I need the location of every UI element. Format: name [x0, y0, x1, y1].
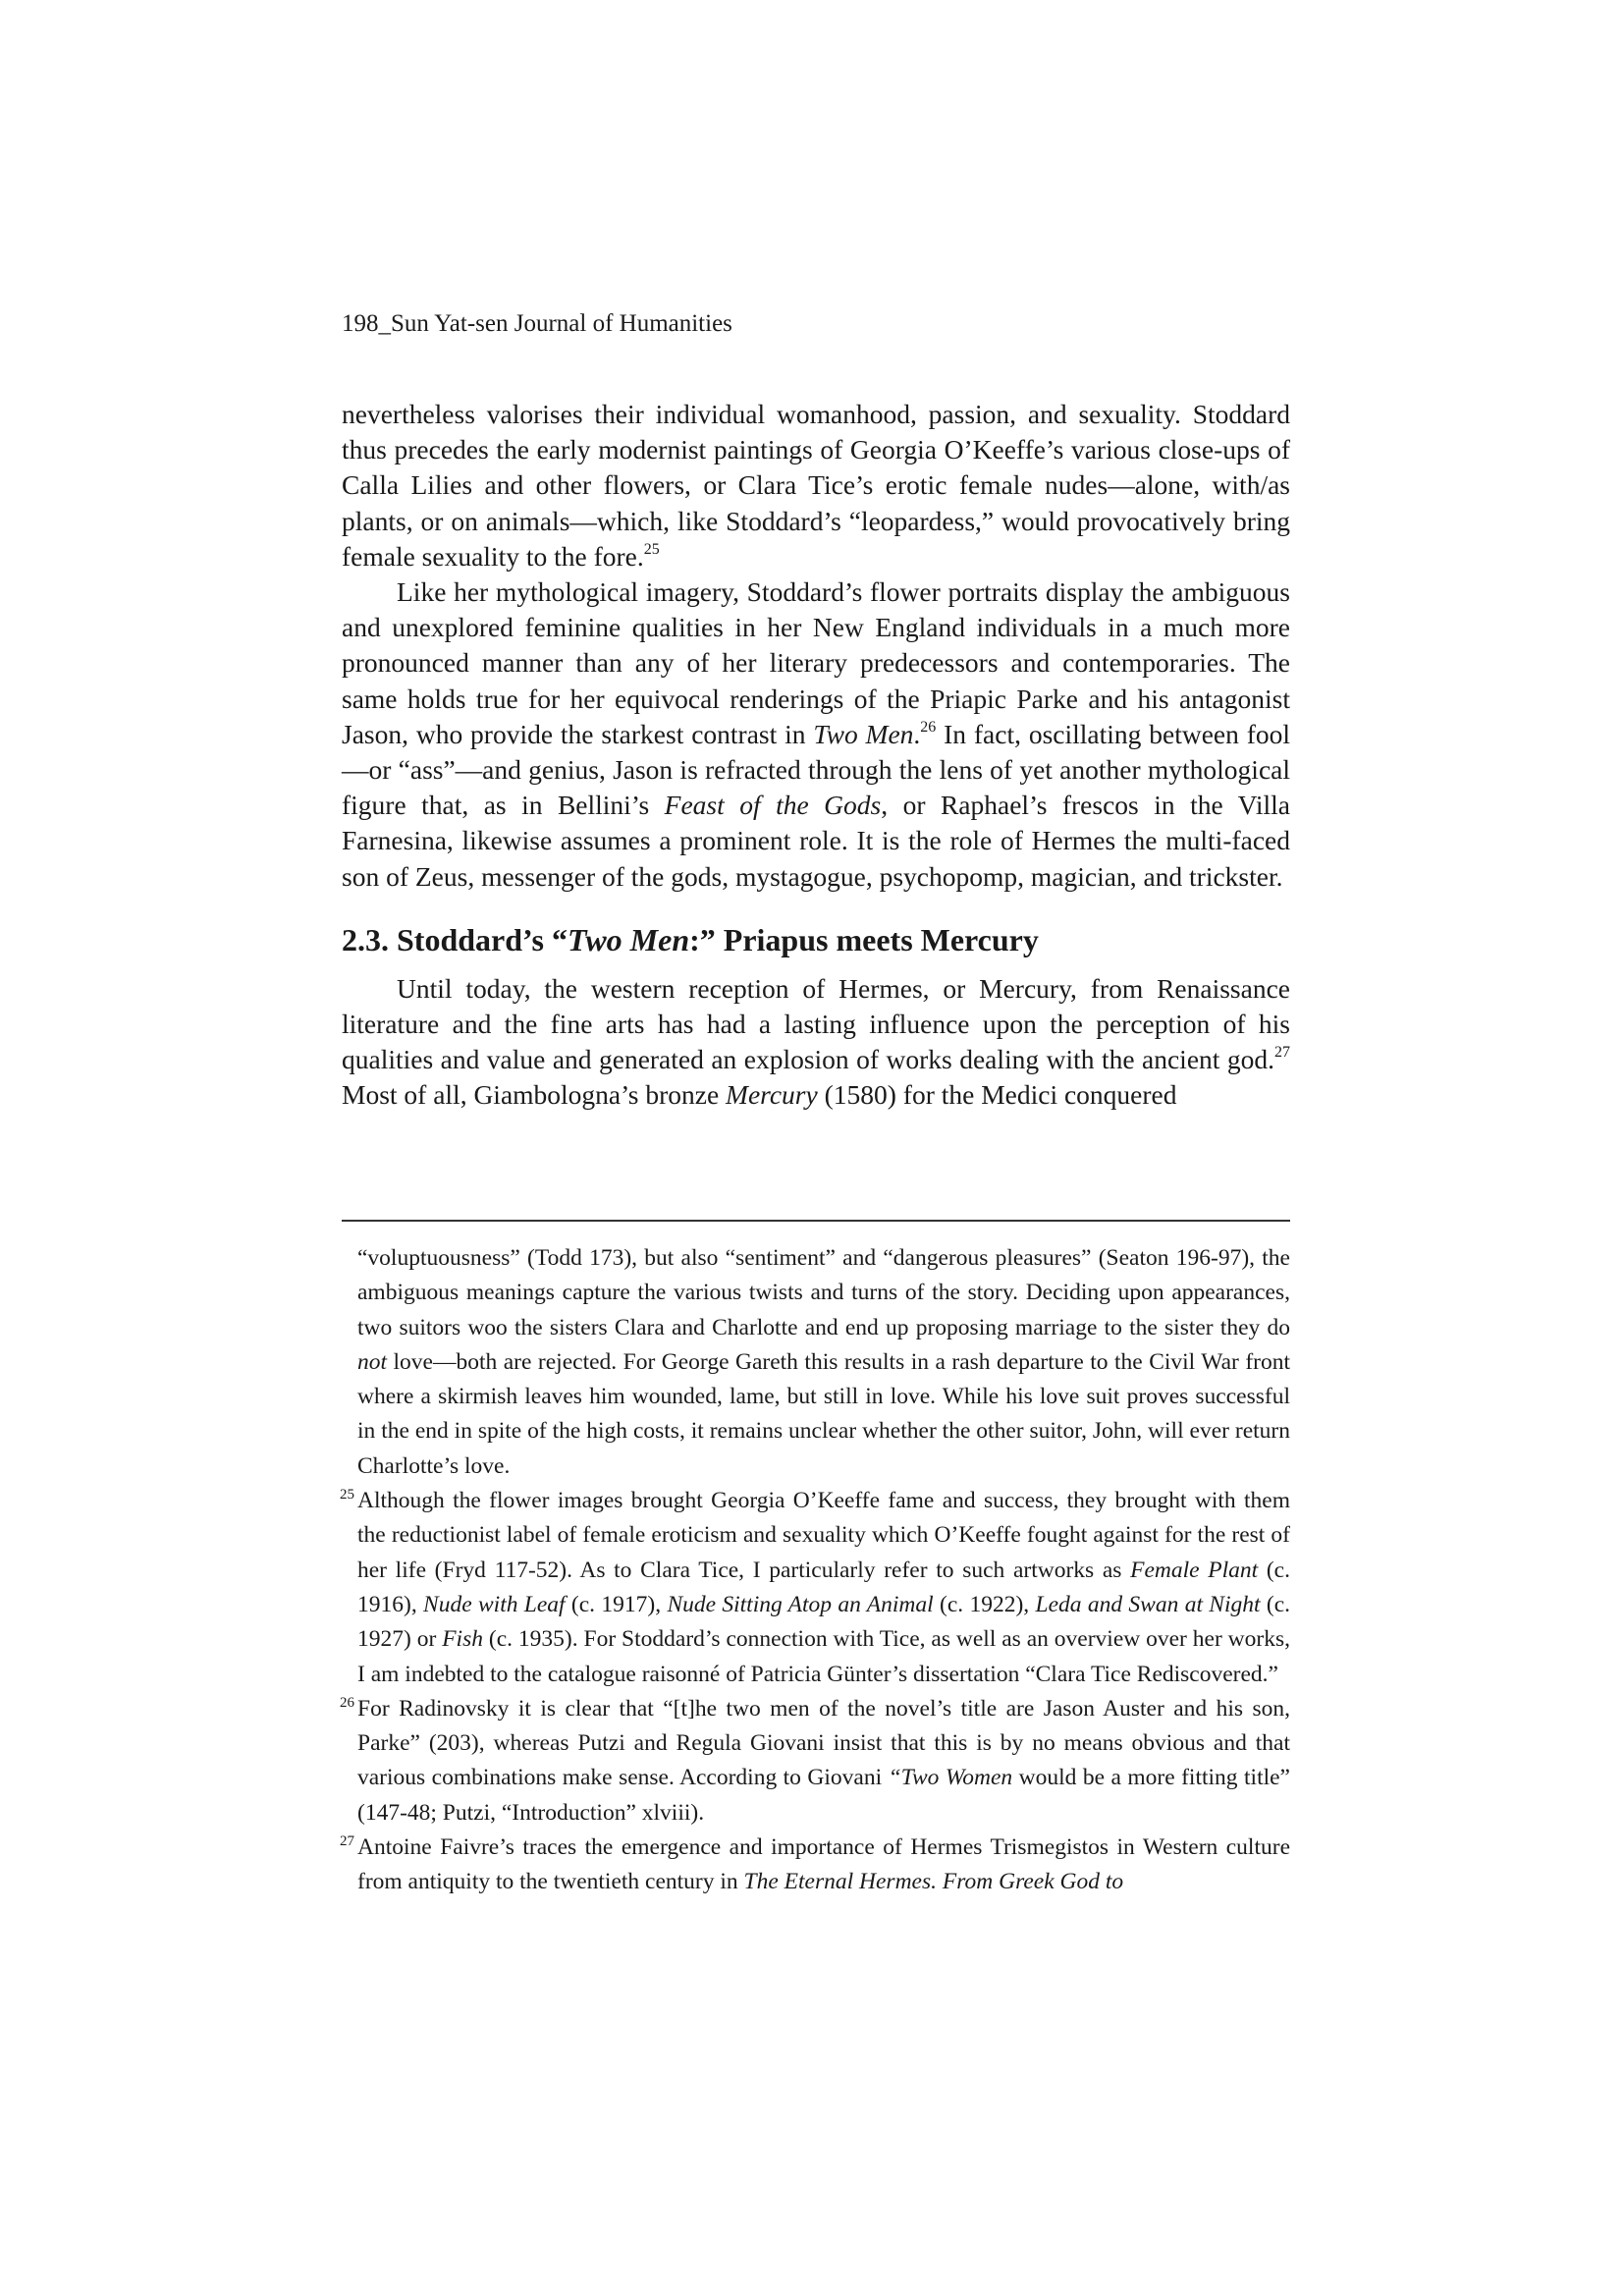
footnote-25: 25 Although the flower images brought Georgia O’Keeffe fame and success, they brought with them the reductionist label of female eroticism and sexuality which O’Keeffe fought against for the rest of her life (Fryd 117-52). As to Clara Tice, I particularly refer to such artworks as Female Plant (c. 1916), Nude with Leaf (c. 1917), Nude Sitting Atop an Animal (c. 1922), Leda and Swan at Night (c. 1927) or Fish (c. 1935). For Stoddard’s connection with Tice, as well as an overview over her works, I am indebted to the catalogue raisonné of Patricia Günter’s dissertation “Clara Tice Rediscovered.”: [342, 1484, 1290, 1692]
running-head: 198_Sun Yat-sen Journal of Humanities: [342, 310, 732, 337]
footnote-ref-26[interactable]: 26: [920, 718, 937, 736]
paragraph-1-text: nevertheless valorises their individual womanhood, passion, and sexuality. Stoddard thus precedes the early modernist paintings of Georgia O’Keeffe’s various close-ups of Calla Lilies and other flowers, or Clara Tice’s erotic female nudes—alone, with/as plants, or on animals—which, like Stoddard’s “leopardess,” would provocatively bring female sexuality to the fore.: [342, 399, 1290, 572]
title-mercury: Mercury: [726, 1079, 818, 1111]
footnote-continued: “voluptuousness” (Todd 173), but also “sentiment” and “dangerous pleasures” (Seaton 196-97), the ambiguous meanings capture the various twists and turns of the story. Deciding upon appearances, two suitors woo the sisters Clara and Charlotte and end up proposing marriage to the sister they do not love—both are rejected. For George Gareth this results in a rash departure to the Civil War front where a skirmish leaves him wounded, lame, but still in love. While his love suit proves successful in the end in spite of the high costs, it remains unclear whether the other suitor, John, will ever return Charlotte’s love.: [357, 1245, 1290, 1479]
footnote-number: 27: [340, 1833, 354, 1850]
footnote-27: 27 Antoine Faivre’s traces the emergence and importance of Hermes Trismegistos in Western culture from antiquity to the twentieth century in The Eternal Hermes. From Greek God to: [342, 1831, 1290, 1900]
footnote-number: 25: [340, 1487, 354, 1503]
footnote-divider: [342, 1220, 1290, 1222]
footnote-26: 26 For Radinovsky it is clear that “[t]he two men of the novel’s title are Jason Auster and his son, Parke” (203), whereas Putzi and Regula Giovani insist that this is by no means obvious and that various combinations make sense. According to Giovani “Two Women would be a more fitting title” (147-48; Putzi, “Introduction” xlviii).: [342, 1692, 1290, 1831]
main-text: [342, 397, 1290, 1114]
title-feast-of-the-gods: Feast of the Gods: [664, 790, 882, 821]
footnote-ref-25[interactable]: 25: [643, 540, 660, 558]
footnotes: [342, 1241, 1290, 1900]
paragraph-1: [342, 397, 1290, 574]
footnote-ref-27[interactable]: 27: [1274, 1044, 1290, 1062]
paragraph-2: Like her mythological imagery, Stoddard’s flower portraits display the ambiguous and unexplored feminine qualities in her New England individuals in a much more pronounced manner than any of her literary predecessors and contemporaries. The same holds true for her equivocal renderings of the Priapic Parke and his antagonist Jason, who provide the starkest contrast in Two Men.$^{26}$ In fact, oscillating between fool—or “ass”—and genius, Jason is refracted through the lens of yet another mythological figure that, as in Bellini’s Feast of the Gods, or Raphael’s frescos in the Villa Farnesina, likewise assumes a prominent role. It is the role of Hermes the multi-faced son of Zeus, messenger of the gods, mystagogue, psychopomp, magician, and trickster.: [342, 576, 1290, 892]
section-heading-2-3: 2.3. Stoddard’s “Two Men:” Priapus meets Mercury: [342, 921, 1039, 957]
footnote-number: 26: [340, 1694, 354, 1711]
title-two-men: Two Men: [813, 718, 914, 749]
paragraph-3: Until today, the western reception of Hermes, or Mercury, from Renaissance literature and the fine arts has had a lasting influence upon the perception of his qualities and value and generated an explosion of works dealing with the ancient god.$^{27}$ Most of all, Giambologna’s bronze Mercury (1580) for the Medici conquered: [342, 972, 1290, 1111]
